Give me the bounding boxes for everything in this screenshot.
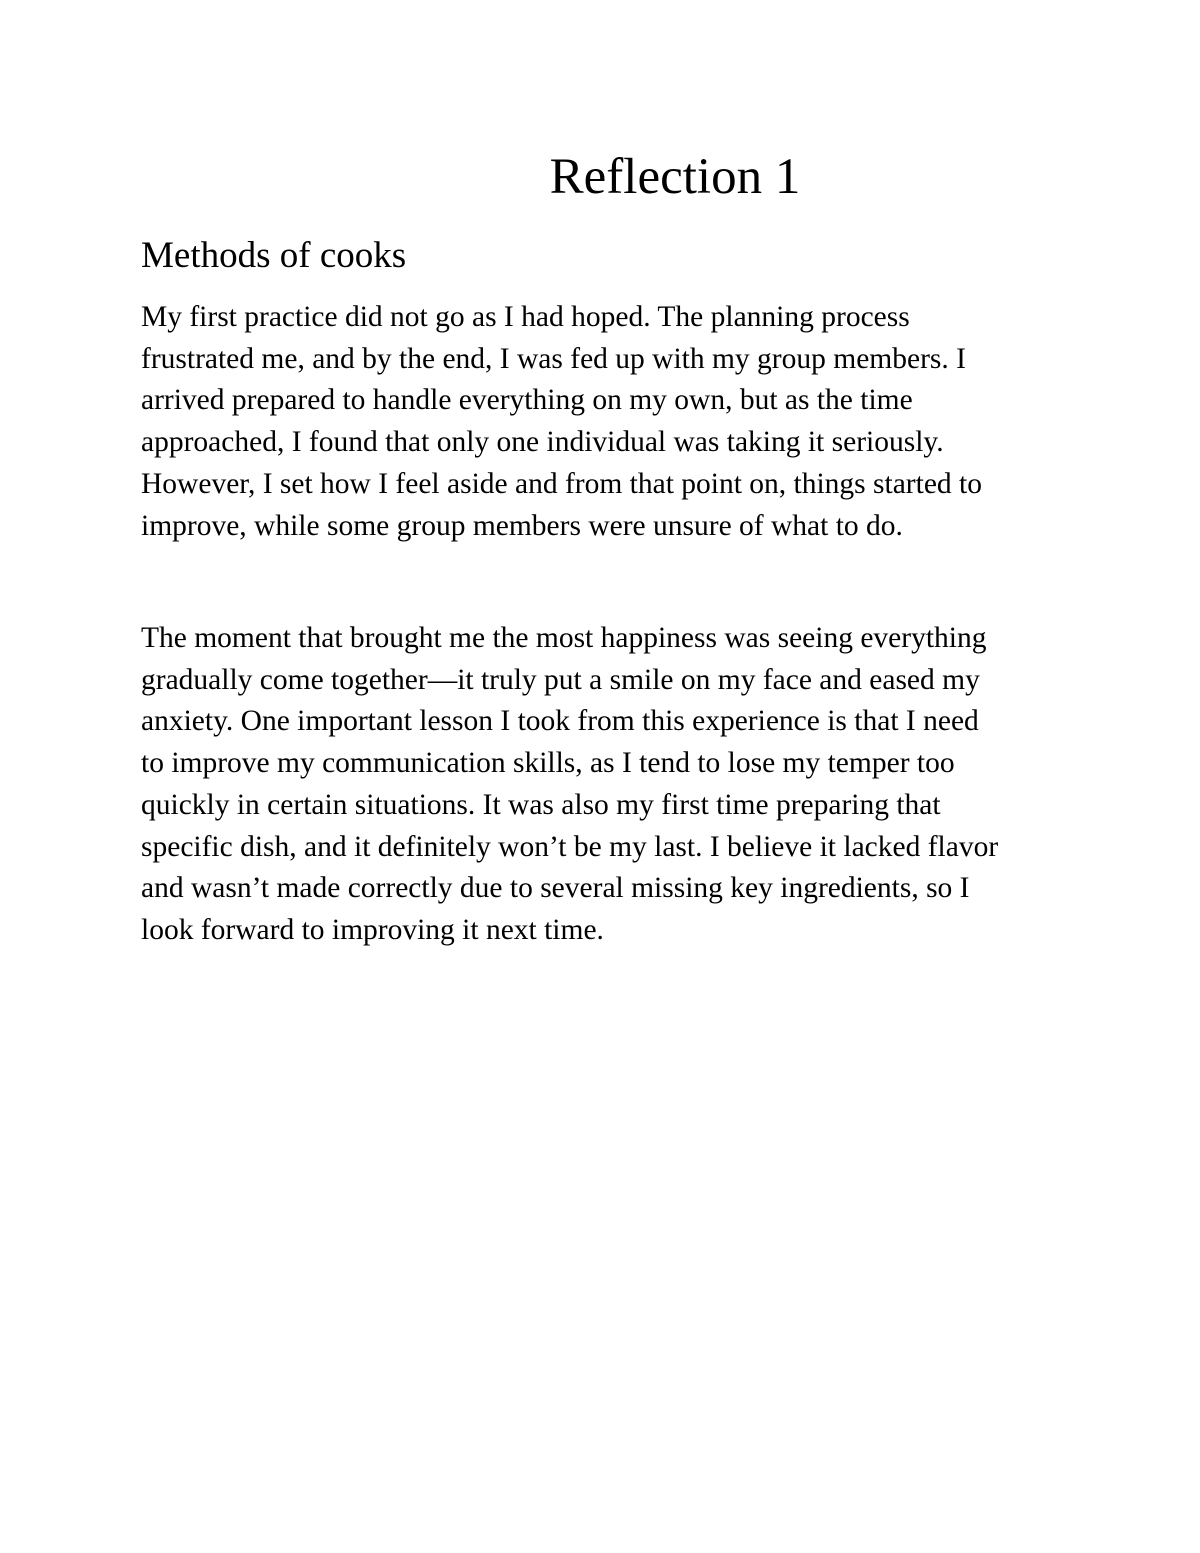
paragraph-line: specific dish, and it definitely won’t be my last. I believe it lacked flavor: [141, 830, 999, 863]
paragraph-line: and wasn’t made correctly due to several missing key ingredients, so I: [141, 872, 970, 905]
paragraph-line: frustrated me, and by the end, I was fed up with my group members. I: [141, 342, 966, 375]
paragraph-line: anxiety. One important lesson I took from this experience is that I need: [141, 705, 979, 738]
paragraph-line: My first practice did not go as I had hoped. The planning process: [141, 301, 910, 333]
document-subtitle: Methods of cooks: [141, 235, 407, 276]
paragraph-line: to improve my communication skills, as I tend to lose my temper too: [141, 747, 955, 780]
paragraph-happiest-moment: [141, 618, 998, 952]
paragraph-line: look forward to improving it next time.: [141, 913, 604, 946]
paragraph-line: The moment that brought me the most happiness was seeing everything: [141, 622, 987, 654]
paragraph-line: arrived prepared to handle everything on my own, but as the time: [141, 384, 913, 417]
document-title: Reflection 1: [549, 149, 801, 205]
paragraph-line: quickly in certain situations. It was also my first time preparing that: [141, 788, 941, 821]
paragraph-line: gradually come together—it truly put a smile on my face and eased my: [141, 663, 980, 696]
paragraph-line: However, I set how I feel aside and from that point on, things started to: [141, 467, 982, 500]
paragraph-first-practice: [141, 297, 982, 547]
paragraph-line: approached, I found that only one individual was taking it seriously.: [141, 426, 944, 459]
paragraph-line: improve, while some group members were unsure of what to do.: [141, 509, 903, 542]
